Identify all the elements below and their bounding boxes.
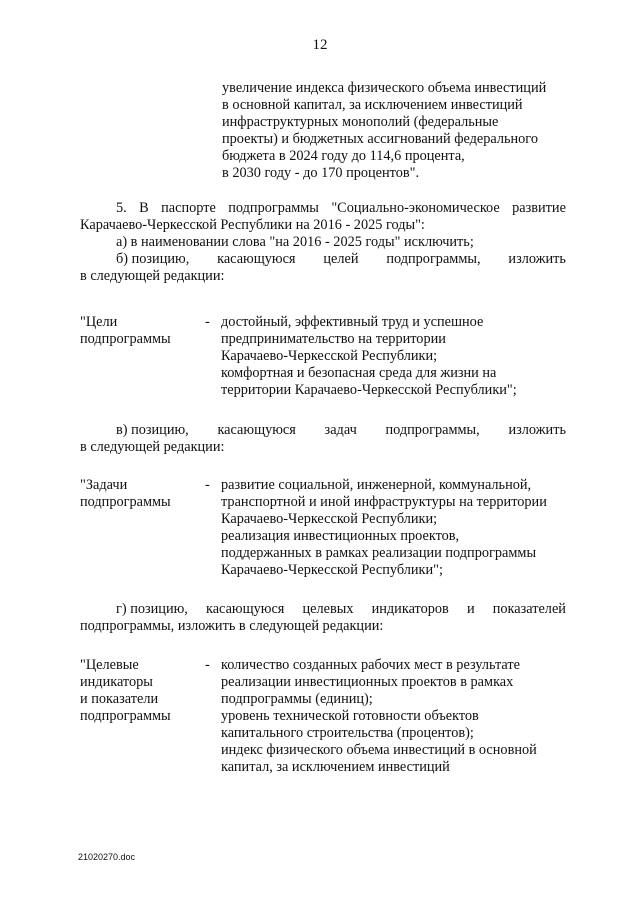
word: целевых [302, 601, 354, 617]
text-line: в основной капитал, за исключением инвестиций [222, 97, 523, 113]
word: развитие [512, 200, 566, 216]
text-line: проекты) и бюджетных ассигнований федерального [222, 131, 538, 147]
word: паспорте [161, 200, 216, 216]
footer-filename: 21020270.doc [78, 852, 136, 862]
text-line: подпрограммы, изложить в следующей редакции: [80, 618, 384, 634]
text-line: поддержанных в рамках реализации подпрограммы [221, 545, 537, 561]
text-line: инфраструктурных монополий (федеральные [222, 114, 499, 130]
word: в) позицию, [116, 422, 189, 438]
goals-entry [80, 314, 566, 404]
label-line: и показатели [80, 691, 159, 707]
label-line: подпрограммы [80, 331, 171, 347]
label-line: "Цели [80, 314, 118, 330]
word: касающуюся [217, 251, 296, 267]
word: касающуюся [205, 601, 285, 617]
word: подпрограммы, [386, 251, 481, 267]
item-5-line-1 [80, 200, 566, 217]
text-line: реализация инвестиционных проектов, [221, 528, 460, 544]
text-line: Карачаево-Черкесской Республики на 2016 - 2025 годы": [80, 217, 425, 233]
item-v-line-2 [80, 439, 566, 456]
word: 5. [116, 200, 127, 216]
word: показателей [492, 601, 566, 617]
text-line: капитального строительства (процентов); [221, 725, 474, 741]
dash: - [205, 657, 210, 673]
item-5-paragraph [80, 200, 566, 285]
label-line: индикаторы [80, 674, 153, 690]
text-line: в следующей редакции: [80, 268, 225, 284]
item-b-line-2 [80, 268, 566, 285]
continuation-block [222, 80, 546, 182]
text-line: Карачаево-Черкесской Республики"; [221, 562, 443, 578]
label-line: подпрограммы [80, 708, 171, 724]
goals-label [80, 314, 198, 348]
text-line: подпрограммы (единиц); [221, 691, 373, 707]
word: изложить [508, 422, 566, 438]
text-line: в 2030 году - до 170 процентов". [222, 165, 420, 181]
word: касающуюся [217, 422, 296, 438]
text-line: реализации инвестиционных проектов в рамках [221, 674, 514, 690]
indicators-text [221, 657, 537, 776]
text-line: территории Карачаево-Черкесской Республики"; [221, 382, 517, 398]
word: индикаторов [371, 601, 449, 617]
word: изложить [508, 251, 566, 267]
word: подпрограммы, [385, 422, 480, 438]
text-line: Карачаево-Черкесской Республики; [221, 348, 438, 364]
text-line: индекс физического объема инвестиций в основной [221, 742, 537, 758]
word: "Социально-экономическое [331, 200, 500, 216]
text-line: бюджета в 2024 году до 114,6 процента, [222, 148, 465, 164]
text-line: в следующей редакции: [80, 439, 225, 455]
text-line: капитал, за исключением инвестиций [221, 759, 450, 775]
word: и [466, 601, 475, 617]
text-line: увеличение индекса физического объема инвестиций [222, 80, 547, 96]
item-g-line-2 [80, 618, 566, 635]
text-line: предпринимательство на территории [221, 331, 446, 347]
item-v-line-1 [80, 422, 566, 439]
dash: - [205, 477, 210, 493]
item-5-line-2 [80, 217, 566, 234]
word: подпрограммы [228, 200, 319, 216]
text-line: Карачаево-Черкесской Республики; [221, 511, 438, 527]
label-line: подпрограммы [80, 494, 171, 510]
word: задач [324, 422, 357, 438]
item-g-line-1 [80, 601, 566, 618]
page-number: 12 [312, 37, 328, 53]
word: целей [323, 251, 359, 267]
goals-text [221, 314, 517, 399]
indicators-entry [80, 657, 566, 779]
text-line: достойный, эффективный труд и успешное [221, 314, 484, 330]
label-line: "Задачи [80, 477, 128, 493]
text-line: а) в наименовании слова "на 2016 - 2025 годы" исключить; [116, 234, 474, 250]
word: г) позицию, [116, 601, 188, 617]
tasks-entry [80, 477, 566, 581]
text-line: транспортной и иной инфраструктуры на территории [221, 494, 547, 510]
item-b-line-1 [80, 251, 566, 268]
text-line: уровень технической готовности объектов [221, 708, 479, 724]
word: б) позицию, [116, 251, 190, 267]
text-line: количество созданных рабочих мест в результате [221, 657, 520, 673]
dash: - [205, 314, 210, 330]
text-line: развитие социальной, инженерной, коммунальной, [221, 477, 532, 493]
item-v-paragraph [80, 422, 566, 456]
item-a-line [80, 234, 566, 251]
tasks-label [80, 477, 198, 511]
tasks-text [221, 477, 547, 579]
word: В [139, 200, 149, 216]
item-g-paragraph [80, 601, 566, 635]
label-line: "Целевые [80, 657, 139, 673]
text-line: комфортная и безопасная среда для жизни на [221, 365, 497, 381]
indicators-label [80, 657, 198, 725]
